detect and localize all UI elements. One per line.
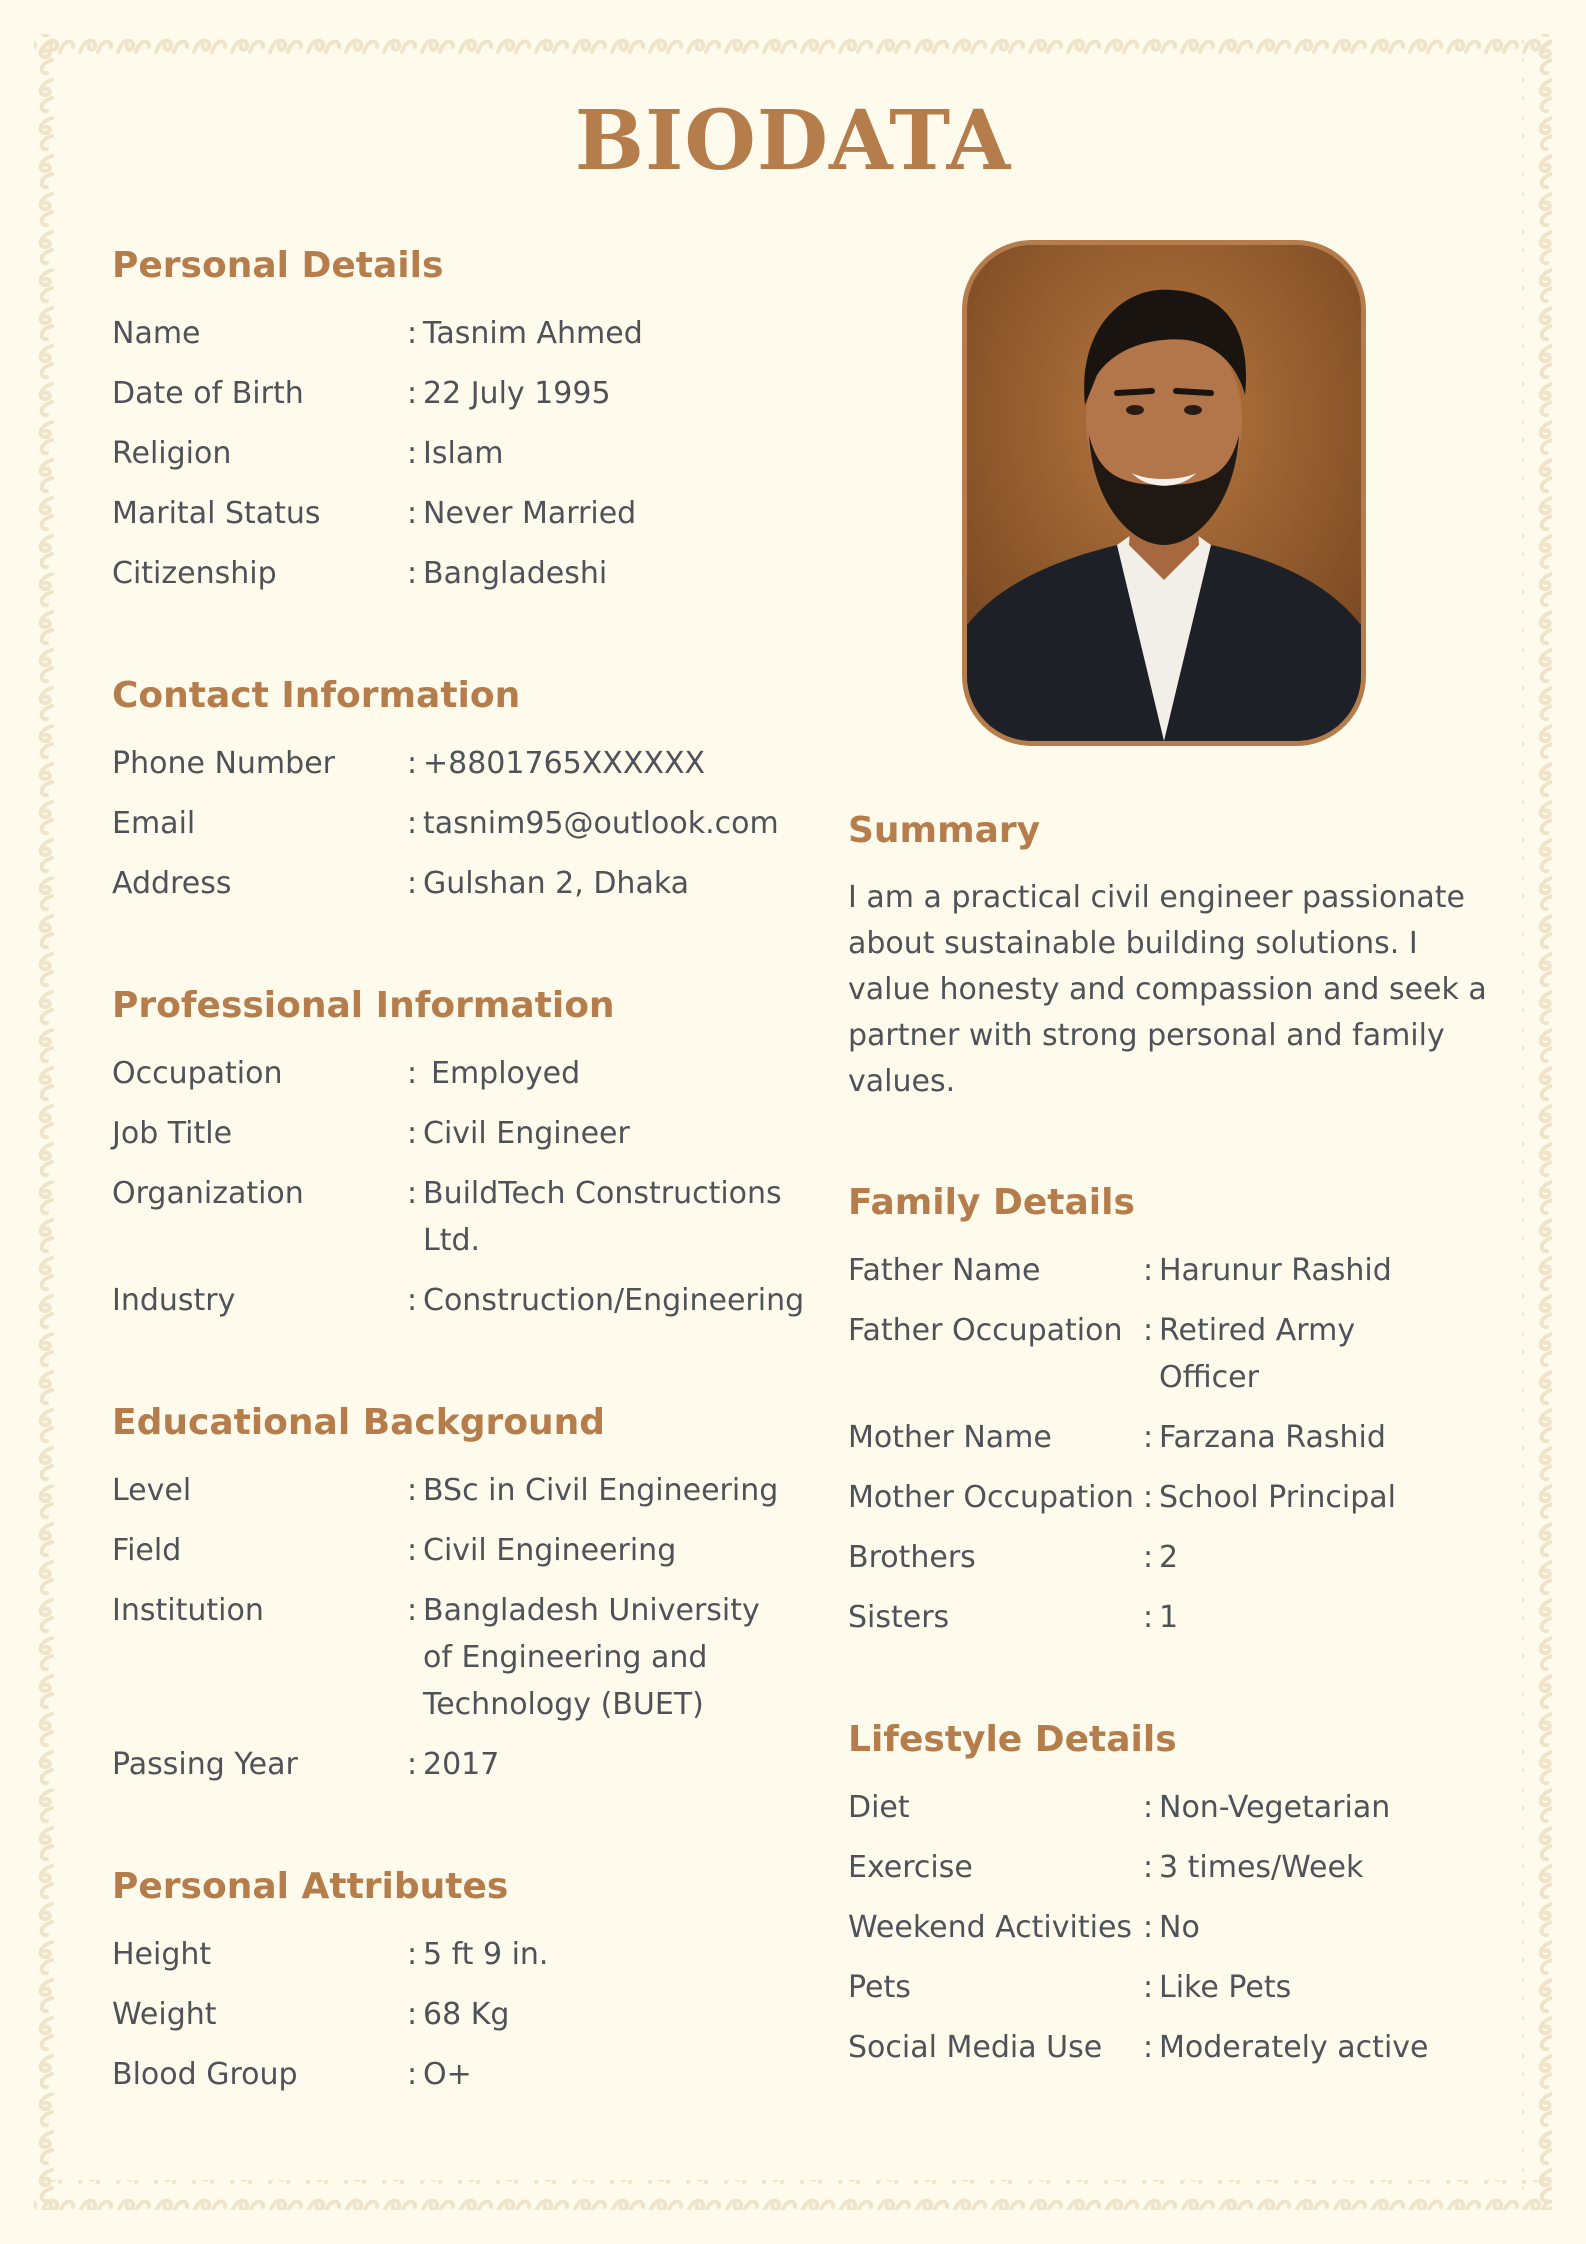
row-value: 3 times/Week — [1159, 1850, 1364, 1885]
section-heading: Professional Information — [112, 985, 615, 1026]
row-value: 22 July 1995 — [423, 376, 611, 411]
detail-row: Date of Birth : 22 July 1995 — [112, 370, 812, 417]
row-label: Industry — [112, 1283, 236, 1318]
detail-row: Marital Status : Never Married — [112, 490, 812, 537]
family-details-section — [848, 1177, 1488, 1641]
page-title: BIODATA — [574, 93, 1012, 189]
detail-row: Father Name : Harunur Rashid — [848, 1247, 1488, 1294]
row-value: Harunur Rashid — [1159, 1253, 1392, 1288]
row-value: Retired Army Officer — [1159, 1313, 1356, 1395]
section-heading: Family Details — [848, 1182, 1135, 1223]
row-label: Weight — [112, 1997, 217, 2032]
lifestyle-details-section — [848, 1714, 1488, 2071]
row-label: Brothers — [848, 1540, 976, 1575]
row-value: Civil Engineering — [423, 1533, 677, 1568]
detail-row: Social Media Use : Moderately active — [848, 2024, 1488, 2071]
row-label: Father Name — [848, 1253, 1041, 1288]
row-label: Sisters — [848, 1600, 950, 1635]
row-value: O+ — [423, 2057, 472, 2092]
row-label: Date of Birth — [112, 376, 304, 411]
row-label: Organization — [112, 1176, 304, 1211]
row-label: Occupation — [112, 1056, 283, 1091]
row-label: Passing Year — [112, 1747, 298, 1782]
row-value: 2017 — [423, 1747, 500, 1782]
row-label: Exercise — [848, 1850, 973, 1885]
detail-row: Sisters : 1 — [848, 1594, 1488, 1641]
detail-row: Height : 5 ft 9 in. — [112, 1931, 812, 1978]
row-value: 1 — [1159, 1600, 1179, 1635]
row-value: 5 ft 9 in. — [423, 1937, 549, 1972]
detail-row: Address : Gulshan 2, Dhaka — [112, 860, 812, 907]
row-value: No — [1159, 1910, 1200, 1945]
row-value: 2 — [1159, 1540, 1179, 1575]
educational-background-section — [112, 1397, 812, 1788]
section-heading: Educational Background — [112, 1402, 605, 1443]
section-heading: Summary — [848, 810, 1041, 851]
detail-row: Diet : Non-Vegetarian — [848, 1784, 1488, 1831]
personal-attributes-section — [112, 1861, 812, 2098]
profile-photo — [962, 240, 1366, 746]
row-label: Blood Group — [112, 2057, 298, 2092]
row-value: +8801765XXXXXX — [423, 746, 706, 781]
row-value: Civil Engineer — [423, 1116, 630, 1151]
detail-row: Name : Tasnim Ahmed — [112, 310, 812, 357]
professional-information-section — [112, 980, 812, 1324]
summary-text: I am a practical civil engineer passionate about sustainable building solutions. I value honesty and compassion and seek a partner with strong personal and family values. — [848, 880, 1487, 1099]
detail-row: Organization : BuildTech Constructions Ltd. — [112, 1170, 812, 1264]
detail-row: Mother Occupation : School Principal — [848, 1474, 1488, 1521]
section-heading: Personal Details — [112, 245, 444, 286]
row-value: Like Pets — [1159, 1970, 1292, 2005]
row-label: Phone Number — [112, 746, 335, 781]
detail-row: Weekend Activities : No — [848, 1904, 1488, 1951]
summary-section — [848, 805, 1488, 1105]
row-label: Height — [112, 1937, 212, 1972]
row-label: Address — [112, 866, 232, 901]
row-value: BuildTech Constructions Ltd. — [423, 1176, 782, 1258]
row-value: Employed — [431, 1056, 581, 1091]
row-label: Marital Status — [112, 496, 321, 531]
row-label: Social Media Use — [848, 2030, 1103, 2065]
row-label: Name — [112, 316, 201, 351]
row-value: Never Married — [423, 496, 637, 531]
row-label: Email — [112, 806, 196, 841]
detail-row: Field : Civil Engineering — [112, 1527, 812, 1574]
detail-row: Brothers : 2 — [848, 1534, 1488, 1581]
row-label: Job Title — [112, 1116, 233, 1151]
portrait-image — [967, 245, 1361, 741]
detail-row: Occupation : Employed — [112, 1050, 812, 1097]
row-label: Weekend Activities — [848, 1910, 1133, 1945]
row-label: Father Occupation — [848, 1313, 1123, 1348]
row-value: Construction/Engineering — [423, 1283, 805, 1318]
row-label: Religion — [112, 436, 232, 471]
detail-row: Institution : Bangladesh University of Engineering and Technology (BUET) — [112, 1587, 812, 1728]
detail-row: Weight : 68 Kg — [112, 1991, 812, 2038]
section-heading: Lifestyle Details — [848, 1719, 1177, 1760]
detail-row: Mother Name : Farzana Rashid — [848, 1414, 1488, 1461]
row-label: Mother Occupation — [848, 1480, 1134, 1515]
detail-row: Passing Year : 2017 — [112, 1741, 812, 1788]
row-label: Institution — [112, 1593, 264, 1628]
personal-details-section — [112, 240, 812, 597]
row-label: Citizenship — [112, 556, 277, 591]
detail-row: Religion : Islam — [112, 430, 812, 477]
detail-row: Father Occupation : Retired Army Officer — [848, 1307, 1488, 1401]
row-value: Farzana Rashid — [1159, 1420, 1386, 1455]
row-value: Bangladeshi — [423, 556, 608, 591]
row-label: Diet — [848, 1790, 910, 1825]
row-value: Bangladesh University of Engineering and Technology (BUET) — [423, 1593, 760, 1722]
detail-row: Citizenship : Bangladeshi — [112, 550, 812, 597]
detail-row: Pets : Like Pets — [848, 1964, 1488, 2011]
detail-row: Exercise : 3 times/Week — [848, 1844, 1488, 1891]
row-value: tasnim95@outlook.com — [423, 806, 779, 841]
row-value: Moderately active — [1159, 2030, 1429, 2065]
row-value: Non-Vegetarian — [1159, 1790, 1391, 1825]
row-label: Field — [112, 1533, 182, 1568]
row-value: Tasnim Ahmed — [423, 316, 643, 351]
detail-row: Industry : Construction/Engineering — [112, 1277, 812, 1324]
right-column — [848, 805, 1488, 2084]
detail-row: Level : BSc in Civil Engineering — [112, 1467, 812, 1514]
section-heading: Personal Attributes — [112, 1866, 509, 1907]
row-label: Level — [112, 1473, 192, 1508]
contact-information-section — [112, 670, 812, 907]
detail-row: Email : tasnim95@outlook.com — [112, 800, 812, 847]
detail-row: Blood Group : O+ — [112, 2051, 812, 2098]
row-value: 68 Kg — [423, 1997, 510, 2032]
row-value: BSc in Civil Engineering — [423, 1473, 779, 1508]
row-value: School Principal — [1159, 1480, 1396, 1515]
detail-row: Job Title : Civil Engineer — [112, 1110, 812, 1157]
section-heading: Contact Information — [112, 675, 521, 716]
row-value: Gulshan 2, Dhaka — [423, 866, 690, 901]
row-value: Islam — [423, 436, 504, 471]
left-column — [112, 240, 812, 2111]
row-label: Pets — [848, 1970, 911, 2005]
row-label: Mother Name — [848, 1420, 1052, 1455]
detail-row: Phone Number : +8801765XXXXXX — [112, 740, 812, 787]
